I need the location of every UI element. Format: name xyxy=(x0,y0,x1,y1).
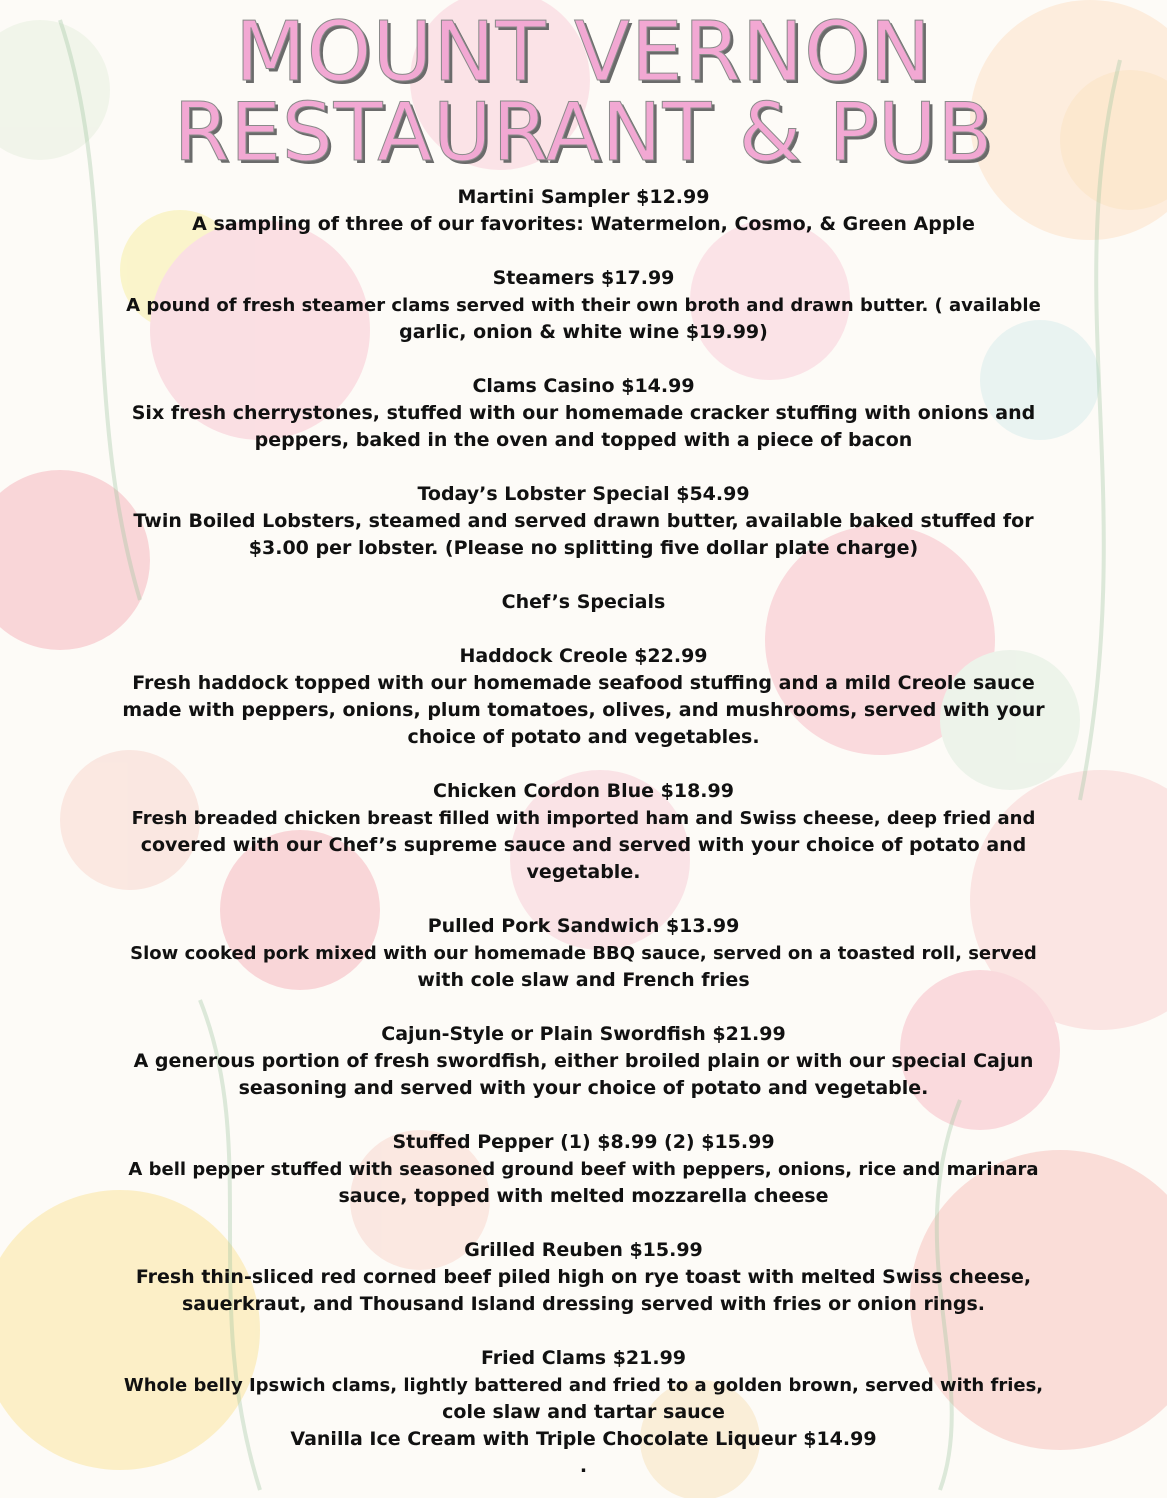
menu-item-heading: Today’s Lobster Special $54.99 xyxy=(417,483,750,505)
menu-item-heading: Steamers $17.99 xyxy=(492,267,675,289)
menu-item-description: Fresh haddock topped with our homemade seafood stuffing and a mild Creole sauce xyxy=(132,672,1035,694)
menu-item-description: covered with our Chef’s supreme sauce and served with your choice of potato and xyxy=(140,834,1027,856)
menu-item-heading: Fried Clams $21.99 xyxy=(480,1347,687,1369)
menu-item-description: Fresh breaded chicken breast filled with imported ham and Swiss cheese, deep fried and xyxy=(131,808,1036,829)
menu-item-dessert: Vanilla Ice Cream with Triple Chocolate Liqueur $14.99 xyxy=(290,1428,877,1450)
trailing-dot: . xyxy=(579,1455,588,1477)
menu-item-description: peppers, baked in the oven and topped with a piece of bacon xyxy=(254,429,913,451)
menu-item-heading: Pulled Pork Sandwich $13.99 xyxy=(427,915,740,937)
menu-item-heading: Grilled Reuben $15.99 xyxy=(464,1239,703,1261)
menu-item-description: Twin Boiled Lobsters, steamed and served drawn butter, available baked stuffed for xyxy=(133,510,1034,532)
menu-item-description: A pound of fresh steamer clams served with their own broth and drawn butter. ( available xyxy=(126,295,1041,316)
menu-item-heading: Cajun-Style or Plain Swordfish $21.99 xyxy=(381,1023,786,1045)
menu-item-description: cole slaw and tartar sauce xyxy=(442,1401,725,1423)
menu-item-description: seasoning and served with your choice of potato and vegetable. xyxy=(238,1077,929,1099)
menu-item-description: choice of potato and vegetables. xyxy=(407,726,760,748)
restaurant-title-line1: MOUNT VERNON xyxy=(235,5,932,100)
menu-item-description: $3.00 per lobster. (Please no splitting five dollar plate charge) xyxy=(248,537,919,559)
menu-item-description: A bell pepper stuffed with seasoned ground beef with peppers, onions, rice and marinara xyxy=(128,1159,1039,1180)
menu-item-description: A sampling of three of our favorites: Watermelon, Cosmo, & Green Apple xyxy=(192,213,975,235)
menu-item-description: Fresh thin-sliced red corned beef piled high on rye toast with melted Swiss cheese, xyxy=(135,1266,1032,1288)
menu-item-description: sauce, topped with melted mozzarella cheese xyxy=(338,1185,829,1207)
menu-item-description: with cole slaw and French fries xyxy=(417,969,750,991)
menu-item-heading: Martini Sampler $12.99 xyxy=(457,186,710,208)
restaurant-title-line2: RESTAURANT & PUB xyxy=(173,86,994,179)
menu-item-description: made with peppers, onions, plum tomatoes, olives, and mushrooms, served with your xyxy=(122,699,1045,721)
menu-item-description: sauerkraut, and Thousand Island dressing served with fries or onion rings. xyxy=(181,1293,986,1315)
menu-list xyxy=(120,184,1047,1480)
menu-item-heading: Chicken Cordon Blue $18.99 xyxy=(433,780,734,802)
menu-item-description: A generous portion of fresh swordfish, either broiled plain or with our special Cajun xyxy=(133,1050,1034,1072)
menu-item-heading: Clams Casino $14.99 xyxy=(472,375,695,397)
menu-item-description: garlic, onion & white wine $19.99) xyxy=(399,321,768,343)
menu-item-heading: Haddock Creole $22.99 xyxy=(459,645,708,667)
menu-item-description: vegetable. xyxy=(526,861,641,883)
menu-item-heading: Stuffed Pepper (1) $8.99 (2) $15.99 xyxy=(392,1131,775,1153)
menu-item-description: Six fresh cherrystones, stuffed with our homemade cracker stuffing with onions and xyxy=(131,402,1036,424)
menu-item-description: Slow cooked pork mixed with our homemade BBQ sauce, served on a toasted roll, served xyxy=(130,943,1037,964)
menu-item-description: Whole belly Ipswich clams, lightly battered and fried to a golden brown, served with fries, xyxy=(123,1375,1044,1396)
section-heading-chefs-specials: Chef’s Specials xyxy=(501,591,666,613)
